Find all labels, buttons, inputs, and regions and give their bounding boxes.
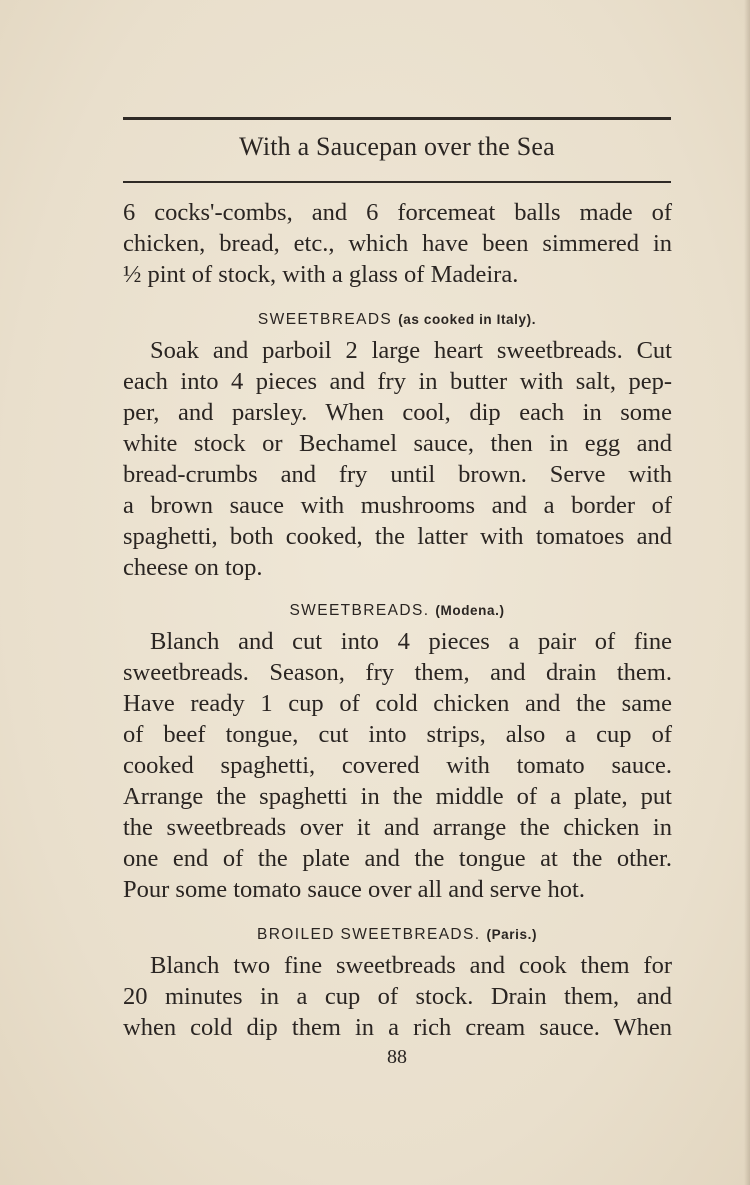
recipe-body	[123, 335, 672, 583]
text-line: the sweetbreads over it and arrange the chicken in	[123, 814, 672, 841]
header-rule-top	[123, 117, 671, 120]
text-line: Blanch two fine sweetbreads and cook them for	[150, 952, 672, 979]
text-line: of beef tongue, cut into strips, also a cup of	[123, 721, 672, 748]
continued-paragraph	[123, 197, 672, 290]
recipe-subtitle: (Modena.)	[435, 603, 505, 618]
text-line: spaghetti, both cooked, the latter with tomatoes and	[123, 523, 672, 550]
page-edge-shadow	[744, 0, 750, 1185]
text-line: Blanch and cut into 4 pieces a pair of fine	[150, 628, 672, 655]
text-line: Pour some tomato sauce over all and serve hot.	[123, 876, 585, 903]
recipe-title: SWEETBREADS.	[289, 602, 430, 619]
text-line: sweetbreads. Season, fry them, and drain them.	[123, 659, 672, 686]
recipe-subtitle: (as cooked in Italy).	[398, 312, 537, 327]
recipe-subtitle: (Paris.)	[486, 927, 538, 942]
recipe-heading	[123, 602, 671, 620]
recipe-heading	[123, 311, 671, 329]
text-line: chicken, bread, etc., which have been simmered in	[123, 230, 672, 257]
header-rule-bottom	[123, 181, 671, 183]
text-line: a brown sauce with mushrooms and a border of	[123, 492, 672, 519]
text-line: each into 4 pieces and fry in butter with salt, pep-	[123, 368, 672, 395]
text-line: 20 minutes in a cup of stock. Drain them, and	[123, 983, 672, 1010]
recipe-heading	[123, 926, 671, 944]
text-line: white stock or Bechamel sauce, then in egg and	[123, 430, 672, 457]
recipe-body	[123, 626, 672, 905]
text-line: ½ pint of stock, with a glass of Madeira.	[123, 261, 519, 288]
text-line: when cold dip them in a rich cream sauce. When	[123, 1014, 672, 1041]
text-line: bread-crumbs and fry until brown. Serve with	[123, 461, 672, 488]
page-number: 88	[387, 1046, 407, 1068]
text-line: per, and parsley. When cool, dip each in some	[123, 399, 672, 426]
recipe-body	[123, 950, 672, 1043]
text-line: Arrange the spaghetti in the middle of a plate, put	[123, 783, 672, 810]
text-line: one end of the plate and the tongue at the other.	[123, 845, 672, 872]
text-line: Soak and parboil 2 large heart sweetbreads. Cut	[150, 337, 672, 364]
recipe-title: SWEETBREADS	[257, 311, 393, 328]
text-line: Have ready 1 cup of cold chicken and the same	[123, 690, 672, 717]
running-head: With a Saucepan over the Sea	[239, 132, 555, 161]
text-line: cooked spaghetti, covered with tomato sauce.	[123, 752, 672, 779]
text-line: 6 cocks'-combs, and 6 forcemeat balls made of	[123, 199, 672, 226]
text-line: cheese on top.	[123, 554, 263, 581]
recipe-title: BROILED SWEETBREADS.	[256, 926, 481, 943]
